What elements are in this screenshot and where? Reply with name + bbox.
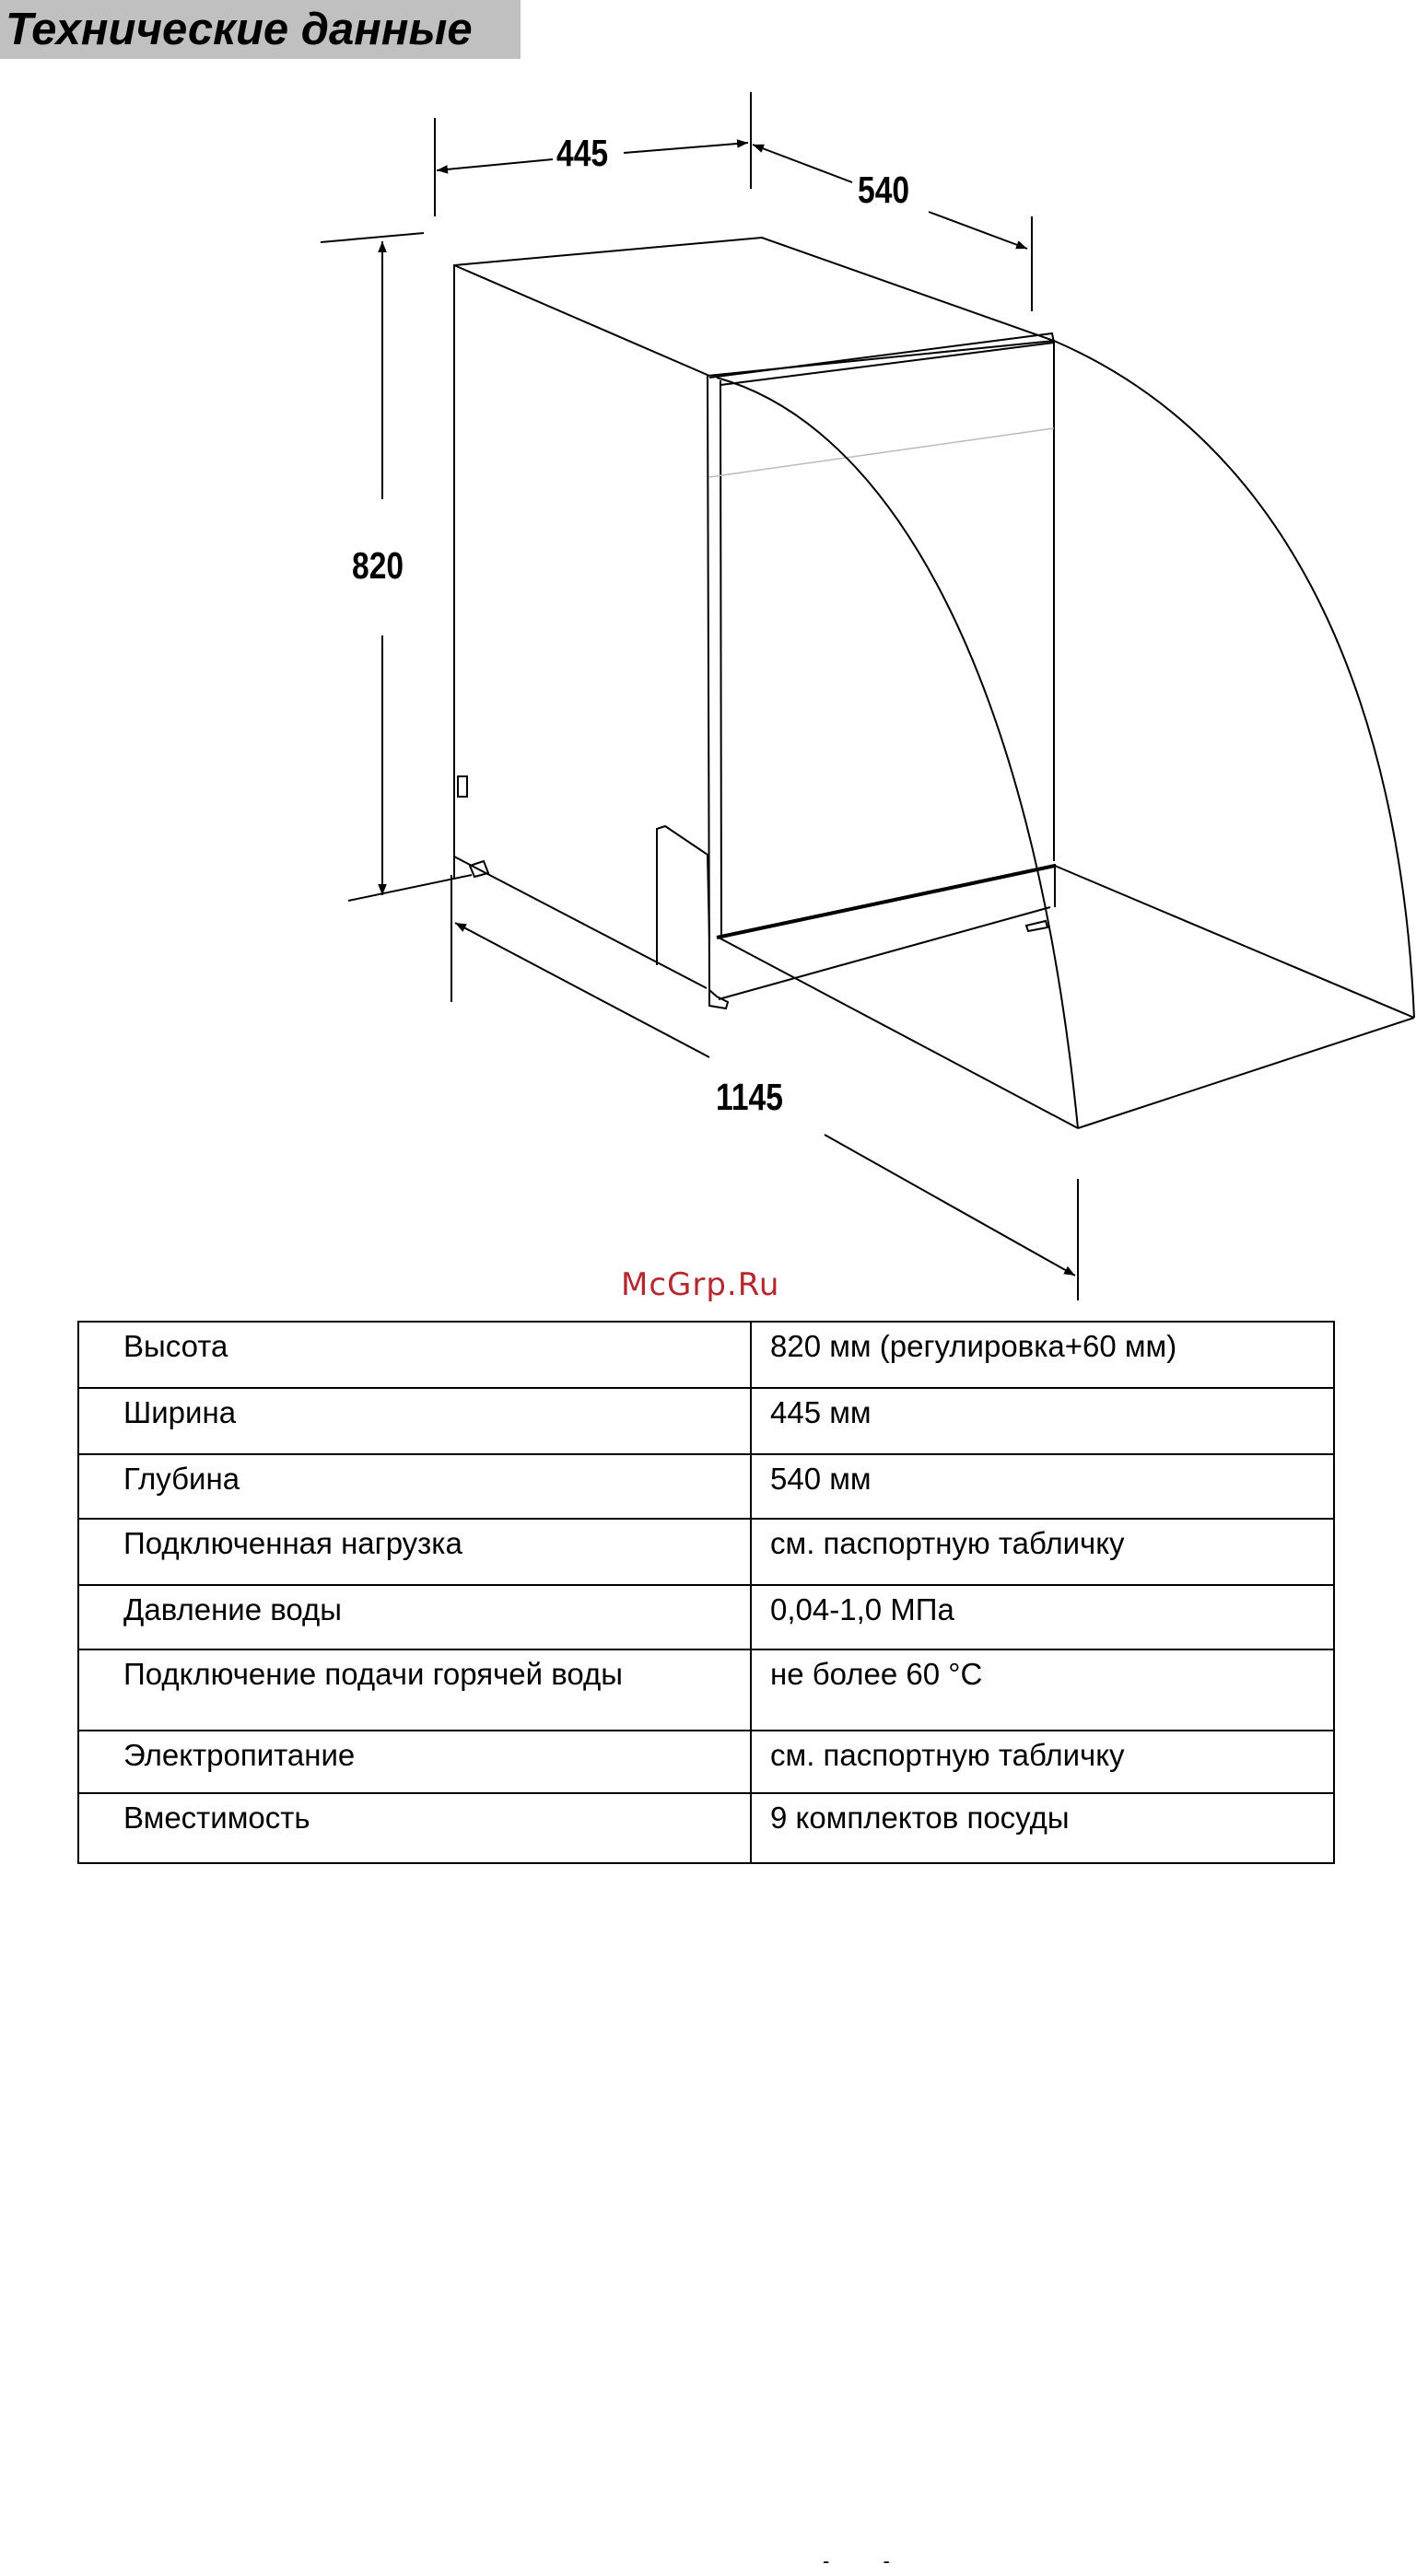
spec-row-hot-water (78, 1649, 1334, 1731)
spec-label: Вместимость (78, 1793, 751, 1863)
spec-value: 540 мм (751, 1454, 1334, 1519)
spec-row-depth (78, 1454, 1334, 1519)
front-panel-outline (708, 341, 1054, 861)
dim-line-width-a (437, 159, 553, 170)
dim-label-height: 820 (352, 544, 404, 587)
spec-value: 9 комплектов посуды (751, 1793, 1334, 1863)
spec-label: Подключение подачи горячей воды (78, 1649, 751, 1731)
dim-line-open-a (455, 923, 709, 1057)
door-open-right-edge (1055, 866, 1414, 1018)
spec-value: см. паспортную табличку (751, 1519, 1334, 1585)
spec-row-width (78, 1388, 1334, 1454)
spec-value: 0,04-1,0 МПа (751, 1585, 1334, 1649)
dim-line-open-b (825, 1135, 1075, 1276)
door-bottom-edge (717, 866, 1055, 938)
door-swing-outer (1054, 341, 1414, 1018)
spec-value: 445 мм (751, 1388, 1334, 1454)
spec-label: Высота (78, 1322, 751, 1388)
technical-specs-table (77, 1321, 1335, 1864)
dim-label-width: 445 (556, 132, 609, 174)
door-open-front-edge (1078, 1018, 1414, 1128)
control-strip (709, 333, 1054, 378)
spec-label: Электропитание (78, 1731, 751, 1793)
dim-line-depth-b (929, 212, 1027, 249)
spec-row-water-pressure (78, 1585, 1334, 1649)
dim-line-width-b (624, 143, 748, 153)
spec-value: см. паспортную табличку (751, 1731, 1334, 1793)
spec-row-height (78, 1322, 1334, 1388)
spec-row-capacity (78, 1793, 1334, 1863)
front-foot-right (1026, 921, 1047, 931)
spec-row-load (78, 1519, 1334, 1585)
dim-line-depth-a (753, 145, 852, 182)
kickplate-bottom (719, 907, 1050, 999)
watermark: McGrp.Ru (621, 1266, 780, 1303)
spec-label: Давление воды (78, 1585, 751, 1649)
door-divider (709, 428, 1054, 477)
spec-label: Подключенная нагрузка (78, 1519, 751, 1585)
dim-label-depth: 540 (858, 169, 910, 211)
front-panel-inner-left (720, 380, 721, 938)
control-strip-line (720, 343, 1054, 385)
cabinet-bottom-side-edge (454, 857, 707, 988)
ext-line-height-top (321, 233, 424, 242)
page-title: Технические данные (0, 0, 521, 59)
cabinet-left-top-edge (454, 238, 1054, 878)
side-panel (657, 826, 709, 965)
spec-label: Глубина (78, 1454, 751, 1519)
ext-line-height-bottom (348, 875, 472, 901)
cabinet-top-front-edge (454, 265, 709, 376)
page-footer: - - (823, 2549, 914, 2572)
door-swing-inner (717, 378, 1078, 1128)
spec-label: Ширина (78, 1388, 751, 1454)
spec-row-power (78, 1731, 1334, 1793)
spec-value: не более 60 °С (751, 1649, 1334, 1731)
spec-value: 820 мм (регулировка+60 мм) (751, 1322, 1334, 1388)
dim-label-open-depth: 1145 (716, 1076, 783, 1118)
side-hinge (458, 776, 467, 797)
